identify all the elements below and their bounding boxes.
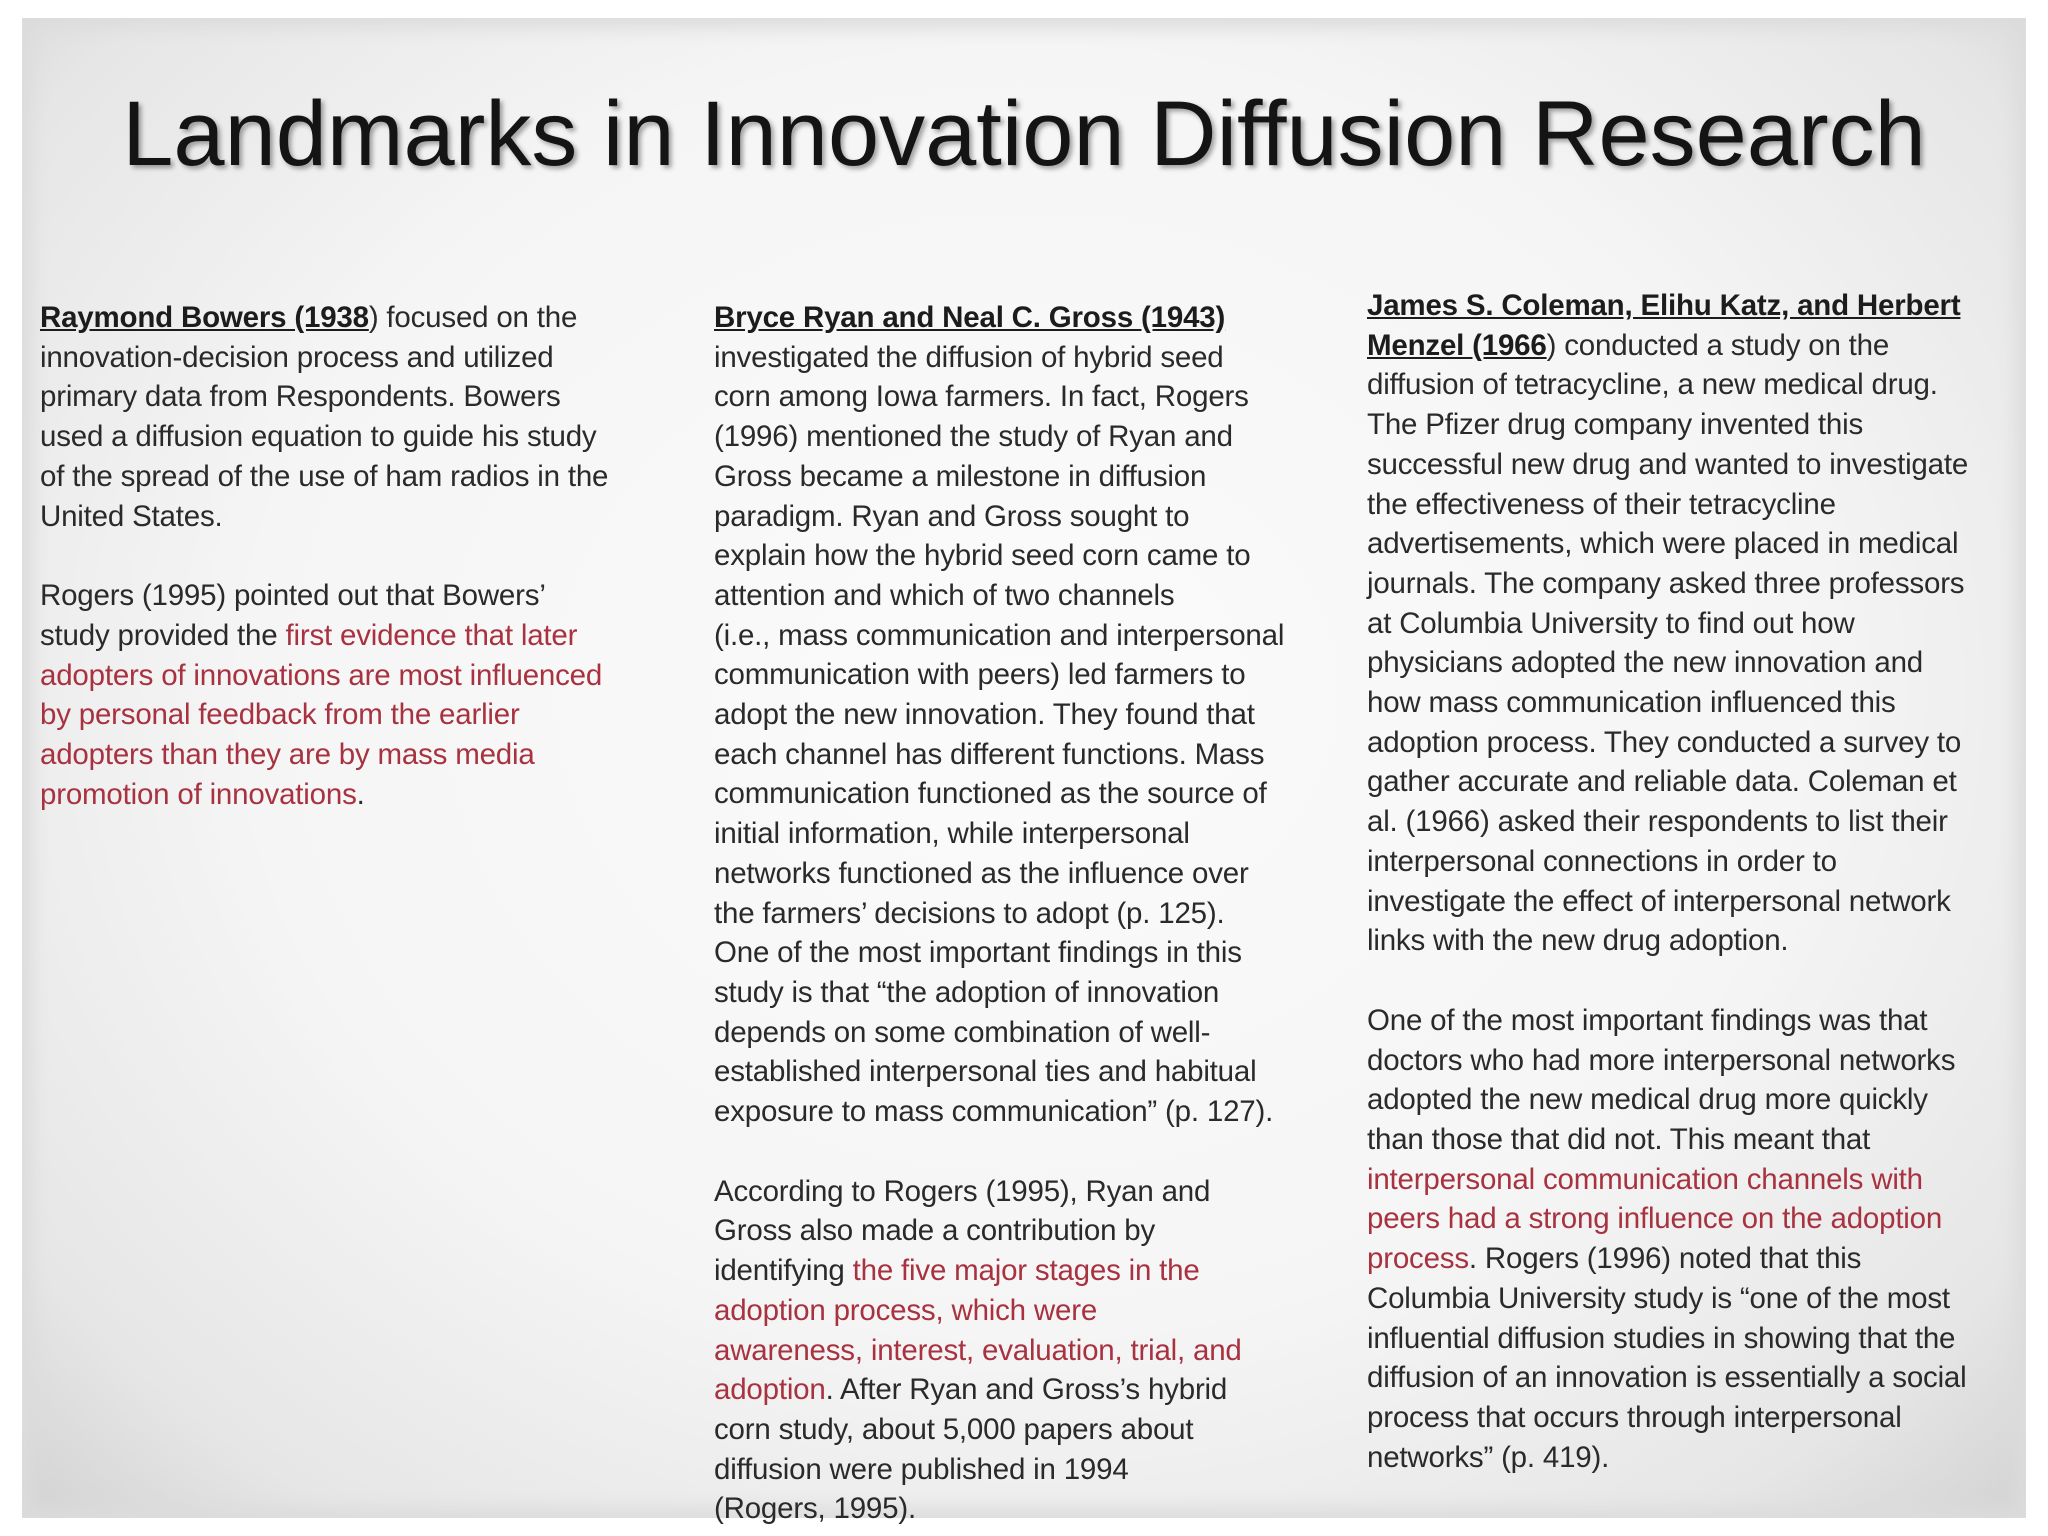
column-coleman-katz-menzel <box>1367 286 2027 1477</box>
text-line: corn study, about 5,000 papers about <box>714 1412 1194 1446</box>
text-line: networks” (p. 419). <box>1367 1440 1610 1474</box>
text-line: Gross also made a contribution by <box>714 1214 1156 1248</box>
highlighted-text: promotion of innovations <box>40 777 357 811</box>
text-line: journals. The company asked three professors <box>1367 566 1965 600</box>
text-line: diffusion of an innovation is essentially a social <box>1367 1361 1967 1395</box>
highlighted-text: adopters than they are by mass media <box>40 738 535 772</box>
highlighted-text: adopters of innovations are most influenced <box>40 658 603 692</box>
text-line: influential diffusion studies in showing that the <box>1367 1321 1956 1355</box>
text-line: than those that did not. This meant that <box>1367 1123 1871 1157</box>
text-line: physicians adopted the new innovation and <box>1367 646 1923 680</box>
text-line: gather accurate and reliable data. Coleman et <box>1367 765 1957 799</box>
text-line: innovation-decision process and utilized <box>40 340 554 374</box>
text-line: interpersonal connections in order to <box>1367 844 1837 878</box>
text-line: promotion of innovations. <box>40 777 365 811</box>
ryan-gross-paragraph-1 <box>714 298 1334 1132</box>
text-line: exposure to mass communication” (p. 127). <box>714 1095 1274 1129</box>
text-line: adopt the new innovation. They found that <box>714 698 1255 732</box>
text-line: the farmers’ decisions to adopt (p. 125). <box>714 896 1225 930</box>
text-line: doctors who had more interpersonal networks <box>1367 1043 1956 1077</box>
text-line: study is that “the adoption of innovation <box>714 975 1220 1009</box>
text-line: primary data from Respondents. Bowers <box>40 380 561 414</box>
text-line: networks functioned as the influence over <box>714 856 1249 890</box>
text-line: Columbia University study is “one of the most <box>1367 1281 1950 1315</box>
text-line: diffusion of tetracycline, a new medical drug. <box>1367 368 1938 402</box>
highlighted-text: interpersonal communication channels with <box>1367 1162 1923 1196</box>
text-line: al. (1966) asked their respondents to list their <box>1367 805 1948 839</box>
text-line: initial information, while interpersonal <box>714 817 1190 851</box>
text-line: explain how the hybrid seed corn came to <box>714 539 1251 573</box>
text-line: The Pfizer drug company invented this <box>1367 408 1864 442</box>
highlighted-text: awareness, interest, evaluation, trial, and <box>714 1333 1242 1367</box>
slide-title: Landmarks in Innovation Diffusion Research <box>122 83 1926 185</box>
text-line: According to Rogers (1995), Ryan and <box>714 1174 1211 1208</box>
text-line: investigate the effect of interpersonal network <box>1367 884 1951 918</box>
text-line: Gross became a milestone in diffusion <box>714 459 1207 493</box>
text-line: One of the most important findings in this <box>714 936 1242 970</box>
text-line: Rogers (1995) pointed out that Bowers’ <box>40 579 546 613</box>
text-line: advertisements, which were placed in medical <box>1367 527 1959 561</box>
text-line: (1996) mentioned the study of Ryan and <box>714 420 1233 454</box>
text-line: depends on some combination of well- <box>714 1015 1211 1049</box>
text-line: corn among Iowa farmers. In fact, Rogers <box>714 380 1249 414</box>
bowers-paragraph-1 <box>40 298 680 536</box>
highlighted-text: adoption process, which were <box>714 1293 1098 1327</box>
text-line: paradigm. Ryan and Gross sought to <box>714 499 1190 533</box>
text-line: adoption. After Ryan and Gross’s hybrid <box>714 1373 1228 1407</box>
bowers-paragraph-2 <box>40 576 680 814</box>
text-line: United States. <box>40 499 223 533</box>
coleman-heading: James S. Coleman, Elihu Katz, and Herbert <box>1367 289 1961 322</box>
text-line: successful new drug and wanted to investigate <box>1367 447 1969 481</box>
text-line: One of the most important findings was that <box>1367 1003 1928 1037</box>
text-line: links with the new drug adoption. <box>1367 924 1789 958</box>
text-line: used a diffusion equation to guide his study <box>40 420 597 454</box>
coleman-paragraph-1 <box>1367 286 2027 961</box>
coleman-paragraph-2 <box>1367 1001 2027 1477</box>
bowers-heading: Raymond Bowers (1938 <box>40 301 369 334</box>
text-line: attention and which of two channels <box>714 578 1175 612</box>
text-line: process. Rogers (1996) noted that this <box>1367 1242 1862 1276</box>
text-line: (i.e., mass communication and interpersonal <box>714 618 1285 652</box>
column-bowers <box>40 298 680 814</box>
highlighted-text: process <box>1367 1242 1469 1276</box>
text-line: diffusion were published in 1994 <box>714 1452 1129 1486</box>
text-line: process that occurs through interpersonal <box>1367 1400 1902 1434</box>
highlighted-text: first evidence that later <box>285 618 578 652</box>
highlighted-text: by personal feedback from the earlier <box>40 698 520 732</box>
text-line: established interpersonal ties and habitual <box>714 1055 1257 1089</box>
highlighted-text: the five major stages in the <box>852 1254 1200 1288</box>
text-line: identifying the five major stages in the <box>714 1254 1200 1288</box>
ryan-gross-heading: Bryce Ryan and Neal C. Gross (1943) <box>714 301 1226 334</box>
text-line: of the spread of the use of ham radios in the <box>40 459 609 493</box>
text-line: at Columbia University to find out how <box>1367 606 1855 640</box>
text-line: communication functioned as the source of <box>714 777 1267 811</box>
column-ryan-gross <box>714 298 1334 1529</box>
text-line: the effectiveness of their tetracycline <box>1367 487 1836 521</box>
text-line: investigated the diffusion of hybrid seed <box>714 340 1224 374</box>
text-line: each channel has different functions. Mass <box>714 737 1265 771</box>
text-line: study provided the first evidence that later <box>40 618 578 652</box>
text-line: how mass communication influenced this <box>1367 686 1896 720</box>
text-line: adoption process. They conducted a survey to <box>1367 725 1962 759</box>
text-line: Raymond Bowers (1938) focused on the <box>40 301 578 334</box>
text-line: Menzel (1966) conducted a study on the <box>1367 328 1890 362</box>
text-line: adopted the new medical drug more quickly <box>1367 1083 1928 1117</box>
highlighted-text: peers had a strong influence on the adoption <box>1367 1202 1943 1236</box>
text-line: (Rogers, 1995). <box>714 1492 916 1526</box>
coleman-heading-cont: Menzel (1966 <box>1367 328 1547 362</box>
text-line: communication with peers) led farmers to <box>714 658 1246 692</box>
ryan-gross-paragraph-2 <box>714 1172 1334 1529</box>
highlighted-text: adoption <box>714 1373 826 1407</box>
